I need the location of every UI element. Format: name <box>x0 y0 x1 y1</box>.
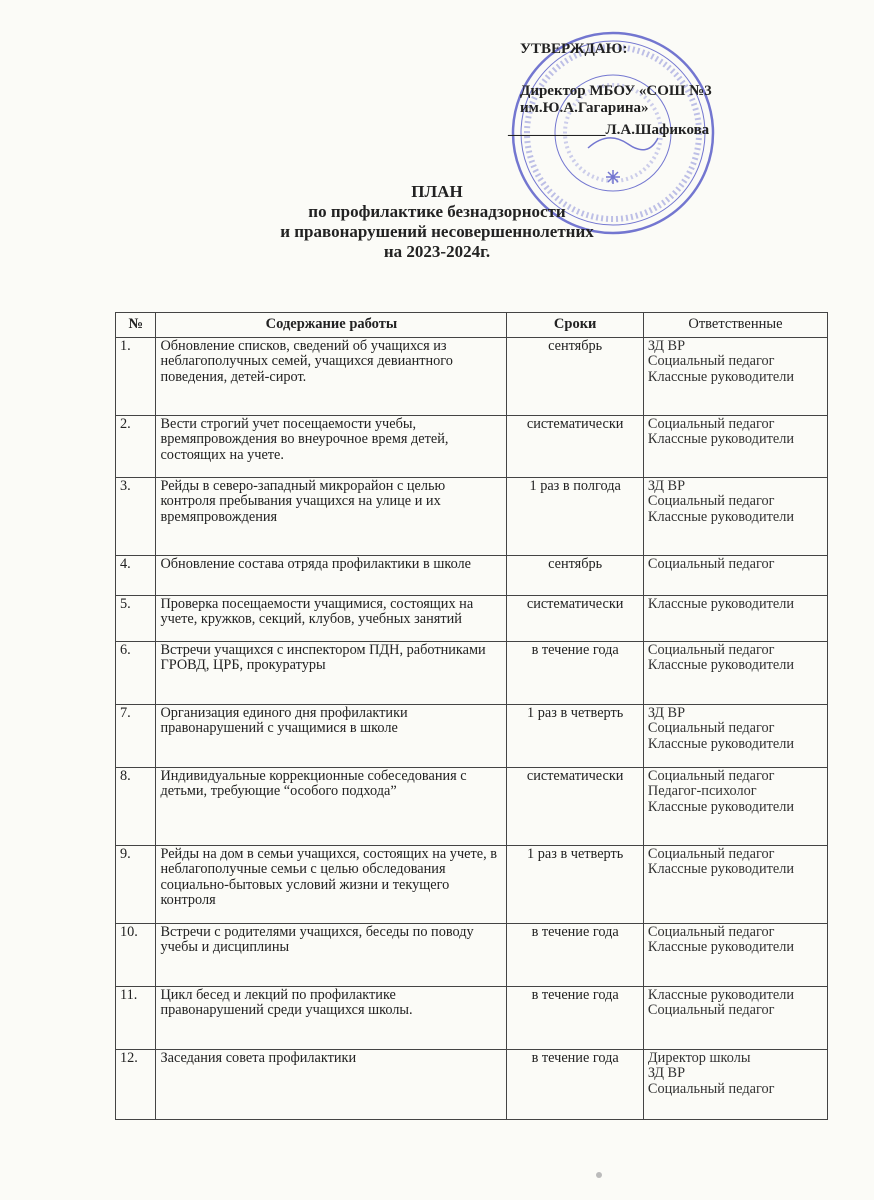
row-number: 2. <box>116 415 156 477</box>
work-content: Обновление списков, сведений об учащихся из неблагополучных семей, учащихся девиантного поведения, детей-сирот. <box>156 337 507 415</box>
responsible-person: Педагог-психолог <box>647 783 757 800</box>
responsible-person: ЗД ВР <box>647 1065 686 1082</box>
responsible-person: Социальный педагог <box>647 493 775 510</box>
term: 1 раз в четверть <box>507 845 644 923</box>
responsible-person: Социальный педагог <box>647 415 775 432</box>
responsible <box>643 555 827 595</box>
row-number: 3. <box>116 477 156 555</box>
table-row <box>116 767 828 845</box>
title-line-4: на 2023-2024г. <box>383 242 491 261</box>
responsible-person: Социальный педагог <box>647 767 775 784</box>
work-content: Рейды на дом в семьи учащихся, состоящих на учете, в неблагополучные семьи с целью обследования социально-бытовых условий жизни и текущего контроля <box>156 845 507 923</box>
term: в течение года <box>507 641 644 704</box>
term: систематически <box>507 767 644 845</box>
term: систематически <box>507 595 644 641</box>
row-number: 1. <box>116 337 156 415</box>
responsible <box>643 1049 827 1119</box>
work-content: Вести строгий учет посещаемости учебы, времяпровождения во внеурочное время детей, состоящих на учете. <box>156 415 507 477</box>
row-number: 10. <box>116 923 156 986</box>
table-row <box>116 986 828 1049</box>
approval-position-line2: им.Ю.А.Гагарина» <box>520 100 649 116</box>
row-number: 12. <box>116 1049 156 1119</box>
responsible-person: Социальный педагог <box>647 923 775 940</box>
responsible <box>643 337 827 415</box>
plan-table <box>115 312 828 1120</box>
responsible-person: Классные руководители <box>647 735 794 752</box>
responsible <box>643 641 827 704</box>
row-number: 6. <box>116 641 156 704</box>
responsible-person: Директор школы <box>647 1049 751 1066</box>
responsible <box>643 704 827 767</box>
row-number: 5. <box>116 595 156 641</box>
responsible-person: Социальный педагог <box>647 641 775 658</box>
responsible <box>643 595 827 641</box>
table-row <box>116 595 828 641</box>
responsible-person: ЗД ВР <box>647 704 686 721</box>
row-number: 11. <box>116 986 156 1049</box>
responsible-person: Классные руководители <box>647 368 794 385</box>
term: в течение года <box>507 923 644 986</box>
table-row <box>116 704 828 767</box>
header-work: Содержание работы <box>156 313 507 338</box>
work-content: Организация единого дня профилактики правонарушений с учащимися в школе <box>156 704 507 767</box>
table-row <box>116 555 828 595</box>
work-content: Рейды в северо-западный микрорайон с целью контроля пребывания учащихся на улице и их времяпровождения <box>156 477 507 555</box>
approval-heading: УТВЕРЖДАЮ: <box>520 41 628 57</box>
responsible-person: Социальный педагог <box>647 555 775 572</box>
table-row <box>116 1049 828 1119</box>
row-number: 9. <box>116 845 156 923</box>
responsible-person: Классные руководители <box>647 508 794 525</box>
header-term: Сроки <box>507 313 644 338</box>
responsible <box>643 477 827 555</box>
responsible <box>643 767 827 845</box>
row-number: 7. <box>116 704 156 767</box>
responsible-person: Классные руководители <box>647 595 794 612</box>
responsible-person: Социальный педагог <box>647 845 775 862</box>
responsible-person: Классные руководители <box>647 657 794 674</box>
responsible-person: ЗД ВР <box>647 337 686 354</box>
table-row <box>116 845 828 923</box>
header-number: № <box>116 313 156 338</box>
approval-signature: _____________Л.А.Шафикова <box>508 122 710 138</box>
term: систематически <box>507 415 644 477</box>
header-responsible: Ответственные <box>643 313 827 338</box>
term: сентябрь <box>507 337 644 415</box>
responsible-person: Социальный педагог <box>647 353 775 370</box>
term: 1 раз в четверть <box>507 704 644 767</box>
table-row <box>116 923 828 986</box>
scan-speck <box>596 1172 602 1178</box>
table-row <box>116 415 828 477</box>
approval-position-line1: Директор МБОУ «СОШ №3 <box>520 83 712 99</box>
responsible-person: Классные руководители <box>647 431 794 448</box>
title-line-2: по профилактике безнадзорности <box>308 202 566 221</box>
title-line-3: и правонарушений несовершеннолетних <box>280 222 594 241</box>
responsible <box>643 923 827 986</box>
responsible-person: Классные руководители <box>647 939 794 956</box>
responsible-person: Социальный педагог <box>647 1002 775 1019</box>
responsible-person: ЗД ВР <box>647 477 686 494</box>
table-header-row <box>116 313 828 338</box>
term: 1 раз в полгода <box>507 477 644 555</box>
responsible-person: Классные руководители <box>647 986 794 1003</box>
work-content: Встречи с родителями учащихся, беседы по поводу учебы и дисциплины <box>156 923 507 986</box>
term: сентябрь <box>507 555 644 595</box>
responsible-person: Классные руководители <box>647 861 794 878</box>
row-number: 4. <box>116 555 156 595</box>
work-content: Обновление состава отряда профилактики в школе <box>156 555 507 595</box>
term: в течение года <box>507 1049 644 1119</box>
work-content: Заседания совета профилактики <box>156 1049 507 1119</box>
responsible-person: Социальный педагог <box>647 1080 775 1097</box>
table-row <box>116 641 828 704</box>
term: в течение года <box>507 986 644 1049</box>
work-content: Встречи учащихся с инспектором ПДН, работниками ГРОВД, ЦРБ, прокуратуры <box>156 641 507 704</box>
responsible <box>643 415 827 477</box>
table-row <box>116 337 828 415</box>
responsible-person: Классные руководители <box>647 798 794 815</box>
responsible-person: Социальный педагог <box>647 720 775 737</box>
responsible <box>643 845 827 923</box>
work-content: Индивидуальные коррекционные собеседования с детьми, требующие “особого подхода” <box>156 767 507 845</box>
document-title <box>0 182 874 262</box>
responsible <box>643 986 827 1049</box>
work-content: Проверка посещаемости учащимися, состоящих на учете, кружков, секций, клубов, учебных занятий <box>156 595 507 641</box>
title-line-1: ПЛАН <box>411 182 463 201</box>
table-row <box>116 477 828 555</box>
work-content: Цикл бесед и лекций по профилактике правонарушений среди учащихся школы. <box>156 986 507 1049</box>
row-number: 8. <box>116 767 156 845</box>
